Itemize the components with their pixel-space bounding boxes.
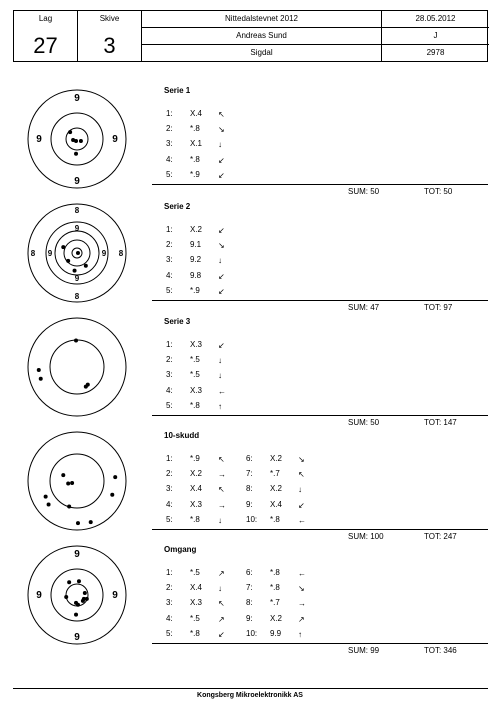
shot-value: X.1 bbox=[190, 139, 203, 149]
shot-number: 2: bbox=[166, 124, 173, 134]
series-title: Serie 1 bbox=[164, 86, 191, 95]
lag-cell bbox=[14, 11, 78, 61]
shot-direction-icon: ← bbox=[218, 386, 226, 396]
shot-direction-icon: ↙ bbox=[298, 500, 305, 510]
shot-hole bbox=[85, 597, 89, 601]
shot-value: *.5 bbox=[190, 370, 200, 380]
series-sum-divider bbox=[152, 300, 488, 301]
shot-value: *.7 bbox=[270, 469, 280, 479]
shot-hole bbox=[76, 521, 80, 525]
shot-row bbox=[166, 483, 246, 495]
target-ring-label: 9 bbox=[74, 93, 80, 104]
target-ring-label: 9 bbox=[101, 249, 107, 258]
shot-hole bbox=[74, 613, 78, 617]
shot-number: 2: bbox=[166, 583, 173, 593]
series-total: TOT: 147 bbox=[424, 418, 457, 427]
series-sum: SUM: 47 bbox=[348, 303, 380, 312]
shot-number: 5: bbox=[166, 628, 173, 638]
shot-direction-icon: ↓ bbox=[298, 485, 302, 495]
shot-value: *.7 bbox=[270, 598, 280, 608]
shot-value: *.9 bbox=[190, 285, 200, 295]
club-name: Sigdal bbox=[142, 45, 382, 62]
shot-number: 2: bbox=[166, 355, 173, 365]
shot-row bbox=[246, 628, 326, 640]
shot-hole bbox=[61, 473, 65, 477]
footer-divider bbox=[13, 688, 488, 689]
shot-row bbox=[166, 154, 246, 166]
shot-hole bbox=[44, 495, 48, 499]
shot-hole bbox=[84, 264, 88, 268]
shot-row bbox=[246, 514, 326, 526]
shot-hole bbox=[77, 579, 81, 583]
shot-number: 7: bbox=[246, 583, 253, 593]
target-ring-label: 8 bbox=[74, 206, 80, 215]
shot-value: X.2 bbox=[190, 225, 203, 234]
shot-number: 1: bbox=[166, 340, 173, 349]
shot-row bbox=[166, 613, 246, 625]
shot-value: *.8 bbox=[270, 583, 280, 593]
shot-number: 10: bbox=[246, 628, 258, 638]
shot-direction-icon: ↗ bbox=[298, 614, 305, 624]
target-ring-label: 9 bbox=[74, 176, 80, 187]
shot-row bbox=[246, 483, 326, 495]
target-serie-1 bbox=[26, 88, 128, 190]
shot-hole bbox=[70, 481, 74, 485]
event-name: Nittedalstevnet 2012 bbox=[142, 11, 382, 27]
shot-value: *.5 bbox=[190, 613, 200, 623]
shot-hole bbox=[81, 599, 85, 603]
target-ring-label: 9 bbox=[74, 224, 80, 233]
target-ring-label: 9 bbox=[36, 590, 42, 601]
shooter-class: J bbox=[433, 31, 438, 40]
shot-row bbox=[166, 499, 246, 511]
shot-row bbox=[166, 453, 246, 465]
target-ring bbox=[28, 432, 126, 530]
shot-direction-icon: ↖ bbox=[218, 485, 225, 495]
lag-label: Lag bbox=[38, 14, 53, 23]
shot-row bbox=[166, 567, 246, 579]
shot-direction-icon: ↑ bbox=[218, 401, 222, 411]
shot-direction-icon: ↓ bbox=[218, 256, 222, 266]
shot-hole bbox=[79, 139, 83, 143]
shot-number: 5: bbox=[166, 400, 173, 410]
shot-row bbox=[166, 270, 246, 282]
shot-value: X.3 bbox=[190, 598, 203, 608]
shot-value: *.8 bbox=[190, 628, 200, 638]
shot-row bbox=[166, 400, 246, 412]
shot-value: *.5 bbox=[190, 568, 200, 577]
shot-row bbox=[166, 138, 246, 150]
shot-number: 5: bbox=[166, 169, 173, 179]
series-sum-divider bbox=[152, 529, 488, 530]
series-title: 10-skudd bbox=[164, 431, 200, 440]
shot-value: X.2 bbox=[270, 454, 283, 463]
target-omgang bbox=[26, 544, 128, 646]
target-ring-label: 9 bbox=[74, 549, 80, 560]
shot-row bbox=[166, 582, 246, 594]
shot-hole bbox=[73, 269, 77, 273]
shot-value: X.2 bbox=[270, 613, 283, 623]
shot-number: 8: bbox=[246, 484, 253, 494]
shot-row bbox=[166, 254, 246, 266]
shot-number: 2: bbox=[166, 469, 173, 479]
shot-number: 6: bbox=[246, 454, 253, 463]
shot-hole bbox=[61, 245, 65, 249]
skive-cell bbox=[78, 11, 142, 61]
shot-row bbox=[166, 285, 246, 297]
shot-number: 3: bbox=[166, 484, 173, 494]
shot-row bbox=[166, 468, 246, 480]
series-title: Serie 2 bbox=[164, 202, 191, 211]
shot-hole bbox=[39, 377, 43, 381]
target-ring-label: 9 bbox=[112, 590, 118, 601]
shot-hole bbox=[76, 603, 80, 607]
shot-value: *.8 bbox=[190, 514, 200, 524]
shot-row bbox=[166, 339, 246, 351]
shot-row bbox=[166, 169, 246, 181]
shot-value: X.2 bbox=[190, 469, 203, 479]
shot-value: *.8 bbox=[190, 124, 200, 134]
shot-number: 4: bbox=[166, 613, 173, 623]
footer-text: Kongsberg Mikroelektronikk AS bbox=[197, 692, 303, 699]
target-ring-label: 9 bbox=[74, 632, 80, 643]
shot-hole bbox=[64, 595, 68, 599]
lag-value: 27 bbox=[33, 33, 58, 58]
shot-number: 3: bbox=[166, 370, 173, 380]
target-ring-label: 9 bbox=[74, 274, 80, 283]
shot-value: *.8 bbox=[270, 514, 280, 524]
header-row-club bbox=[142, 45, 489, 62]
shot-number: 9: bbox=[246, 499, 253, 509]
target-serie-2 bbox=[26, 202, 128, 304]
shot-row bbox=[166, 123, 246, 135]
shot-direction-icon: ↓ bbox=[218, 584, 222, 594]
shot-direction-icon: ↓ bbox=[218, 371, 222, 381]
target-ring-label: 8 bbox=[118, 249, 124, 258]
target-ring-label: 8 bbox=[30, 249, 36, 258]
shot-hole bbox=[110, 493, 114, 497]
shot-hole bbox=[66, 481, 70, 485]
shot-hole bbox=[68, 130, 72, 134]
shot-direction-icon: ↙ bbox=[218, 271, 225, 281]
target-ring bbox=[28, 318, 126, 416]
shot-value: *.9 bbox=[190, 169, 200, 179]
header-table bbox=[13, 10, 488, 62]
shot-direction-icon: ↖ bbox=[218, 455, 225, 464]
shot-value: *.8 bbox=[190, 154, 200, 164]
shot-number: 1: bbox=[166, 568, 173, 577]
shot-hole bbox=[113, 475, 117, 479]
shot-direction-icon: ↓ bbox=[218, 515, 222, 525]
shot-row bbox=[166, 224, 246, 236]
shot-row bbox=[166, 385, 246, 397]
shot-number: 3: bbox=[166, 255, 173, 265]
series-total: TOT: 97 bbox=[424, 303, 453, 312]
shot-number: 7: bbox=[246, 469, 253, 479]
shooter-name: Andreas Sund bbox=[142, 28, 382, 44]
series-sum: SUM: 99 bbox=[348, 646, 380, 655]
series-sum-divider bbox=[152, 184, 488, 185]
target-ring-label: 9 bbox=[47, 249, 53, 258]
shot-direction-icon: ↘ bbox=[298, 455, 305, 464]
shot-value: 9.9 bbox=[270, 628, 282, 638]
series-title: Serie 3 bbox=[164, 317, 191, 326]
target-ring-label: 9 bbox=[112, 134, 118, 145]
shot-direction-icon: ↙ bbox=[218, 629, 225, 639]
shot-value: 9.2 bbox=[190, 255, 202, 265]
shot-hole bbox=[83, 591, 87, 595]
shot-direction-icon: ↘ bbox=[218, 241, 225, 251]
shot-row bbox=[166, 369, 246, 381]
series-sum-divider bbox=[152, 415, 488, 416]
shot-hole bbox=[89, 520, 93, 524]
series-total: TOT: 247 bbox=[424, 532, 457, 541]
shot-number: 1: bbox=[166, 109, 173, 118]
shot-value: *.8 bbox=[190, 400, 200, 410]
target-ring-label: 9 bbox=[36, 134, 42, 145]
shot-row bbox=[246, 597, 326, 609]
shot-hole bbox=[74, 139, 78, 143]
event-date: 28.05.2012 bbox=[415, 14, 456, 23]
shot-number: 3: bbox=[166, 139, 173, 149]
header-row-shooter bbox=[142, 28, 489, 45]
shot-direction-icon: → bbox=[218, 500, 226, 510]
shot-value: X.4 bbox=[190, 484, 203, 494]
series-title: Omgang bbox=[164, 545, 197, 554]
shot-direction-icon: ↗ bbox=[218, 614, 225, 624]
target-serie-3 bbox=[26, 316, 128, 418]
series-total: TOT: 50 bbox=[424, 187, 453, 196]
shot-number: 4: bbox=[166, 499, 173, 509]
shot-direction-icon: ↗ bbox=[218, 569, 225, 578]
series-sum: SUM: 50 bbox=[348, 418, 380, 427]
shot-row bbox=[166, 597, 246, 609]
shot-value: X.3 bbox=[190, 499, 203, 509]
shot-direction-icon: ↘ bbox=[218, 125, 225, 135]
shot-direction-icon: ↘ bbox=[298, 584, 305, 594]
shot-value: X.3 bbox=[190, 385, 203, 395]
shot-number: 1: bbox=[166, 454, 173, 463]
shot-direction-icon: → bbox=[218, 470, 226, 480]
shot-direction-icon: ↙ bbox=[218, 226, 225, 235]
shot-hole bbox=[47, 503, 51, 507]
shot-row bbox=[246, 567, 326, 579]
shot-row bbox=[166, 514, 246, 526]
shot-number: 9: bbox=[246, 613, 253, 623]
shot-number: 4: bbox=[166, 385, 173, 395]
shot-row bbox=[246, 613, 326, 625]
shot-direction-icon: ↖ bbox=[218, 110, 225, 119]
shot-value: X.3 bbox=[190, 340, 203, 349]
target-ring bbox=[50, 340, 104, 394]
series-sum: SUM: 50 bbox=[348, 187, 380, 196]
shot-hole bbox=[86, 383, 90, 387]
shot-direction-icon: ← bbox=[298, 569, 306, 578]
shot-number: 8: bbox=[246, 598, 253, 608]
target-ring bbox=[51, 113, 103, 165]
shot-direction-icon: ↓ bbox=[218, 140, 222, 150]
skive-value: 3 bbox=[103, 33, 116, 58]
shot-number: 5: bbox=[166, 514, 173, 524]
series-total: TOT: 346 bbox=[424, 646, 457, 655]
shot-number: 1: bbox=[166, 225, 173, 234]
shot-row bbox=[166, 354, 246, 366]
shot-row bbox=[166, 628, 246, 640]
shot-number: 4: bbox=[166, 154, 173, 164]
shot-direction-icon: ↑ bbox=[298, 629, 302, 639]
header-row-event bbox=[142, 11, 489, 28]
shot-row bbox=[246, 468, 326, 480]
shot-hole bbox=[67, 580, 71, 584]
shot-direction-icon: ↙ bbox=[218, 341, 225, 350]
shot-direction-icon: ↙ bbox=[218, 170, 225, 180]
shot-value: *.8 bbox=[270, 568, 280, 577]
shot-hole bbox=[76, 251, 80, 255]
shot-value: 9.1 bbox=[190, 240, 202, 250]
shot-direction-icon: ↖ bbox=[298, 470, 305, 480]
shot-hole bbox=[74, 152, 78, 156]
skive-label: Skive bbox=[99, 14, 120, 23]
target-ring bbox=[50, 454, 104, 508]
shot-row bbox=[166, 108, 246, 120]
shot-row bbox=[246, 582, 326, 594]
shot-direction-icon: ↓ bbox=[218, 356, 222, 366]
shot-row bbox=[166, 239, 246, 251]
shot-number: 2: bbox=[166, 240, 173, 250]
shot-direction-icon: ↙ bbox=[218, 155, 225, 165]
series-sum-divider bbox=[152, 643, 488, 644]
shot-value: 9.8 bbox=[190, 270, 202, 280]
shot-direction-icon: → bbox=[298, 599, 306, 609]
shot-value: *.9 bbox=[190, 454, 200, 463]
shot-hole bbox=[74, 339, 78, 343]
shot-number: 5: bbox=[166, 285, 173, 295]
shot-direction-icon: ↖ bbox=[218, 599, 225, 609]
shooter-id: 2978 bbox=[426, 48, 445, 57]
shot-hole bbox=[67, 504, 71, 508]
shot-number: 4: bbox=[166, 270, 173, 280]
shot-direction-icon: ← bbox=[298, 515, 306, 525]
target-ring-label: 8 bbox=[74, 292, 80, 301]
shot-hole bbox=[66, 259, 70, 263]
shot-number: 6: bbox=[246, 568, 253, 577]
shot-value: X.4 bbox=[190, 583, 203, 593]
shot-hole bbox=[37, 368, 41, 372]
shot-value: *.5 bbox=[190, 355, 200, 365]
shot-value: X.4 bbox=[270, 499, 283, 509]
shot-direction-icon: ↙ bbox=[218, 286, 225, 296]
shot-value: X.2 bbox=[270, 484, 283, 494]
shot-row bbox=[246, 499, 326, 511]
series-sum: SUM: 100 bbox=[348, 532, 384, 541]
shot-row bbox=[246, 453, 326, 465]
shot-value: X.4 bbox=[190, 109, 203, 118]
target-10-skudd bbox=[26, 430, 128, 532]
shot-number: 10: bbox=[246, 514, 258, 524]
shot-number: 3: bbox=[166, 598, 173, 608]
